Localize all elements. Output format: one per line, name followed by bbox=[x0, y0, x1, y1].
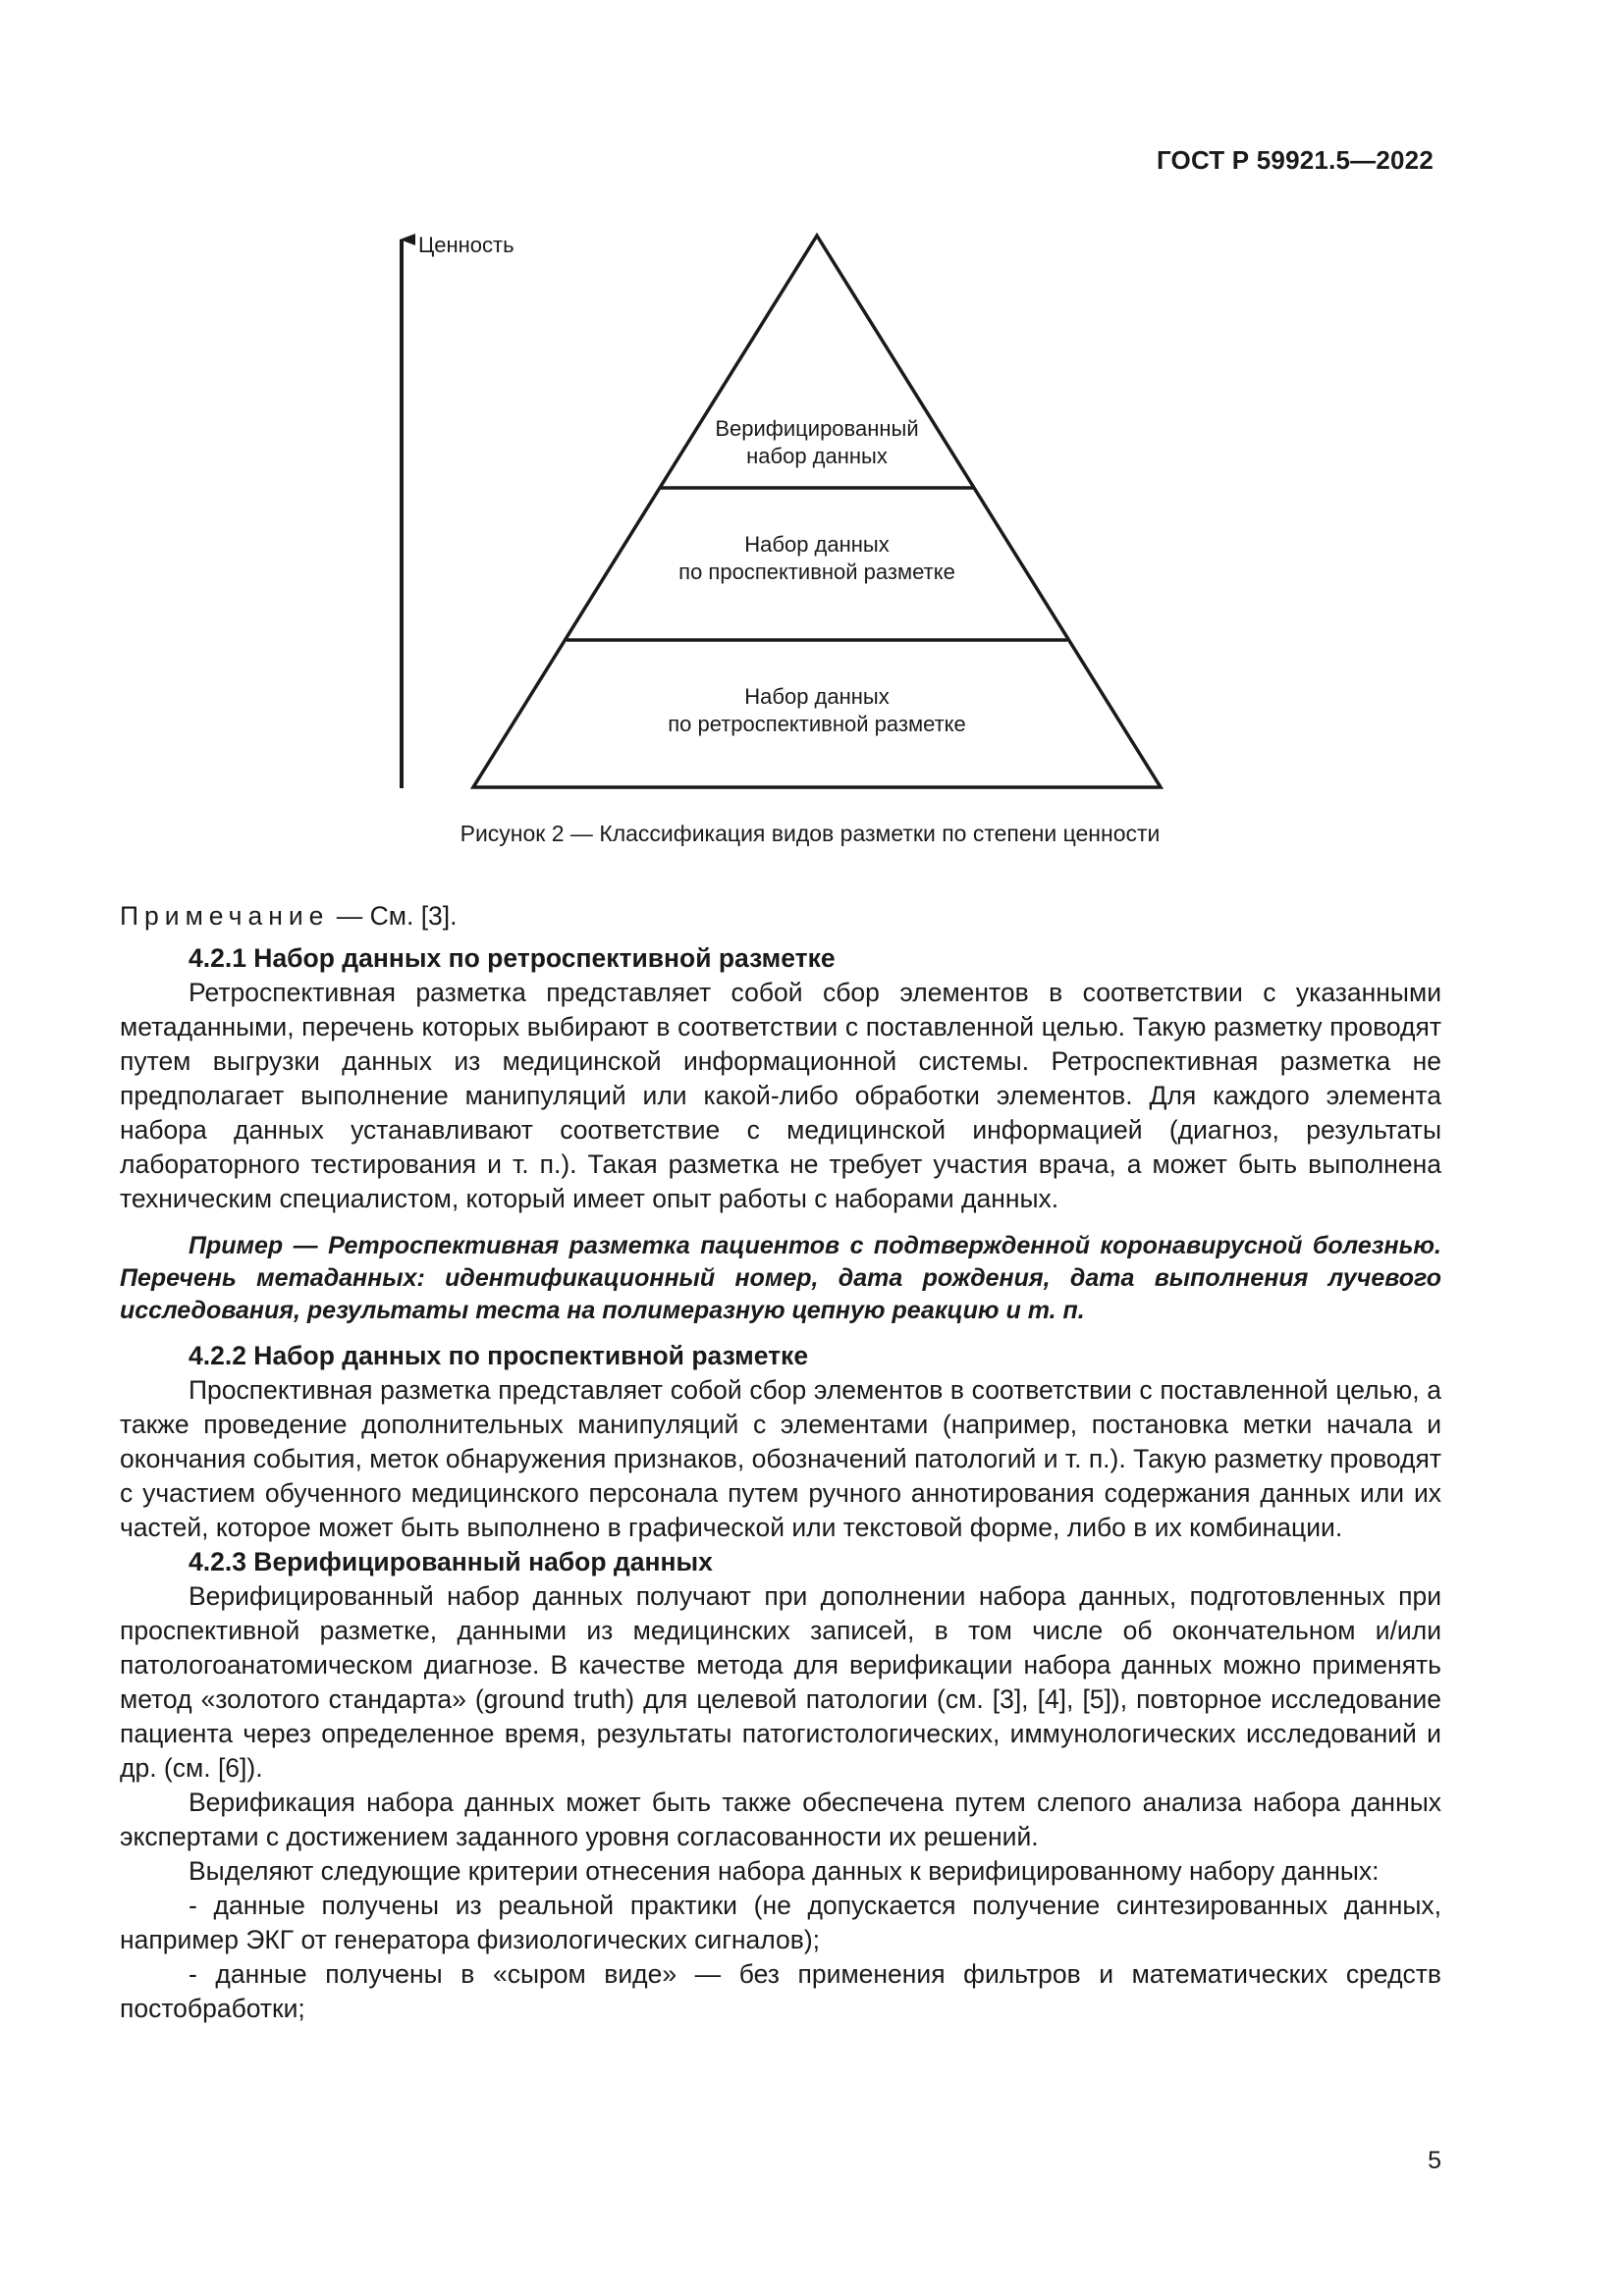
section-4-2-2-paragraph: Проспективная разметка представляет собой сбор элементов в соответствии с поставленной целью, а также проведение дополнительных манипуляций с элементами (например, постановка метки начала и окончания события, меток обнаружения признаков, обозначений патологий и т. п.). Такую разметку проводят с участием обученного медицинского персонала путем ручного аннотирования содержания данных или их частей, которое может быть выполнено в графической или текстовой форме, либо в их комбинации. bbox=[120, 1375, 1441, 1542]
page-number: 5 bbox=[1428, 2147, 1441, 2174]
criteria-list-item: - данные получены из реальной практики (не допускается получение синтезированных данных, например ЭКГ от генератора физиологических сигналов); bbox=[120, 1891, 1441, 1954]
section-4-2-1-example: Пример — Ретроспективная разметка пациентов с подтвержденной коронавирусной болезнью. Перечень метаданных: идентификационный номер, дата рождения, дата выполнения лучевого исследования, результаты теста на полимеразную цепную реакцию и т. п. bbox=[120, 1232, 1441, 1324]
section-4-2-3-heading: 4.2.3 Верифицированный набор данных bbox=[189, 1547, 713, 1576]
criteria-list-item: - данные получены в «сыром виде» — без применения фильтров и математических средств постобработки; bbox=[120, 1959, 1441, 2023]
section-4-2-1-paragraph: Ретроспективная разметка представляет собой сбор элементов в соответствии с указанными метаданными, перечень которых выбирают в соответствии с поставленной целью. Такую разметку проводят путем выгрузки данных из медицинской информационной системы. Ретроспективная разметка не предполагает выполнение манипуляций или какой-либо обработки элементов. Для каждого элемента набора данных устанавливают соответствие с медицинской информацией (диагноз, результаты лабораторного тестирования и т. п.). Такая разметка не требует участия врача, а может быть выполнена техническим специалистом, который имеет опыт работы с наборами данных. bbox=[120, 978, 1441, 1213]
section-4-2-1-heading: 4.2.1 Набор данных по ретроспективной разметке bbox=[189, 943, 836, 973]
figure-caption: Рисунок 2 — Классификация видов разметки по степени ценности bbox=[460, 821, 1161, 846]
pyramid-diagram bbox=[373, 224, 1178, 813]
section-4-2-3-paragraph-1: Верифицированный набор данных получают при дополнении набора данных, подготовленных при проспективной разметке, данными из медицинских записей, в том числе об окончательном и/или патологоанатомическом диагнозе. В качестве метода для верификации набора данных можно применять метод «золотого стандарта» (ground truth) для целевой патологии (см. [3], [4], [5]), повторное исследование пациента через определенное время, результаты патогистологических, иммунологических исследований и др. (см. [6]). bbox=[120, 1581, 1441, 1783]
section-4-2-2-heading: 4.2.2 Набор данных по проспективной разметке bbox=[189, 1341, 809, 1370]
value-pyramid-figure bbox=[373, 224, 1178, 813]
note-text: — См. [3]. bbox=[329, 901, 458, 931]
level-prospective-line1: Набор данных bbox=[744, 532, 890, 557]
level-verified-line2: набор данных bbox=[746, 444, 888, 468]
section-4-2-3-paragraph-2: Верификация набора данных может быть также обеспечена путем слепого анализа набора данных экспертами с достижением заданного уровня согласованности их решений. bbox=[120, 1788, 1441, 1851]
level-verified-line1: Верифицированный bbox=[715, 416, 919, 441]
pyramid-level-verified bbox=[715, 416, 918, 468]
document-header: ГОСТ Р 59921.5—2022 bbox=[1156, 145, 1434, 175]
pyramid-level-prospective bbox=[678, 532, 955, 584]
level-retrospective-line2: по ретроспективной разметке bbox=[668, 712, 966, 736]
document-body bbox=[120, 899, 1441, 2026]
section-4-2-3-paragraph-3: Выделяют следующие критерии отнесения набора данных к верифицированному набору данных: bbox=[189, 1856, 1380, 1886]
pyramid-level-retrospective bbox=[668, 684, 966, 736]
level-retrospective-line1: Набор данных bbox=[744, 684, 890, 709]
value-axis-label: Ценность bbox=[418, 233, 514, 257]
note-label: Примечание bbox=[120, 901, 330, 931]
note bbox=[120, 899, 1441, 934]
level-prospective-line2: по проспективной разметке bbox=[678, 560, 955, 584]
